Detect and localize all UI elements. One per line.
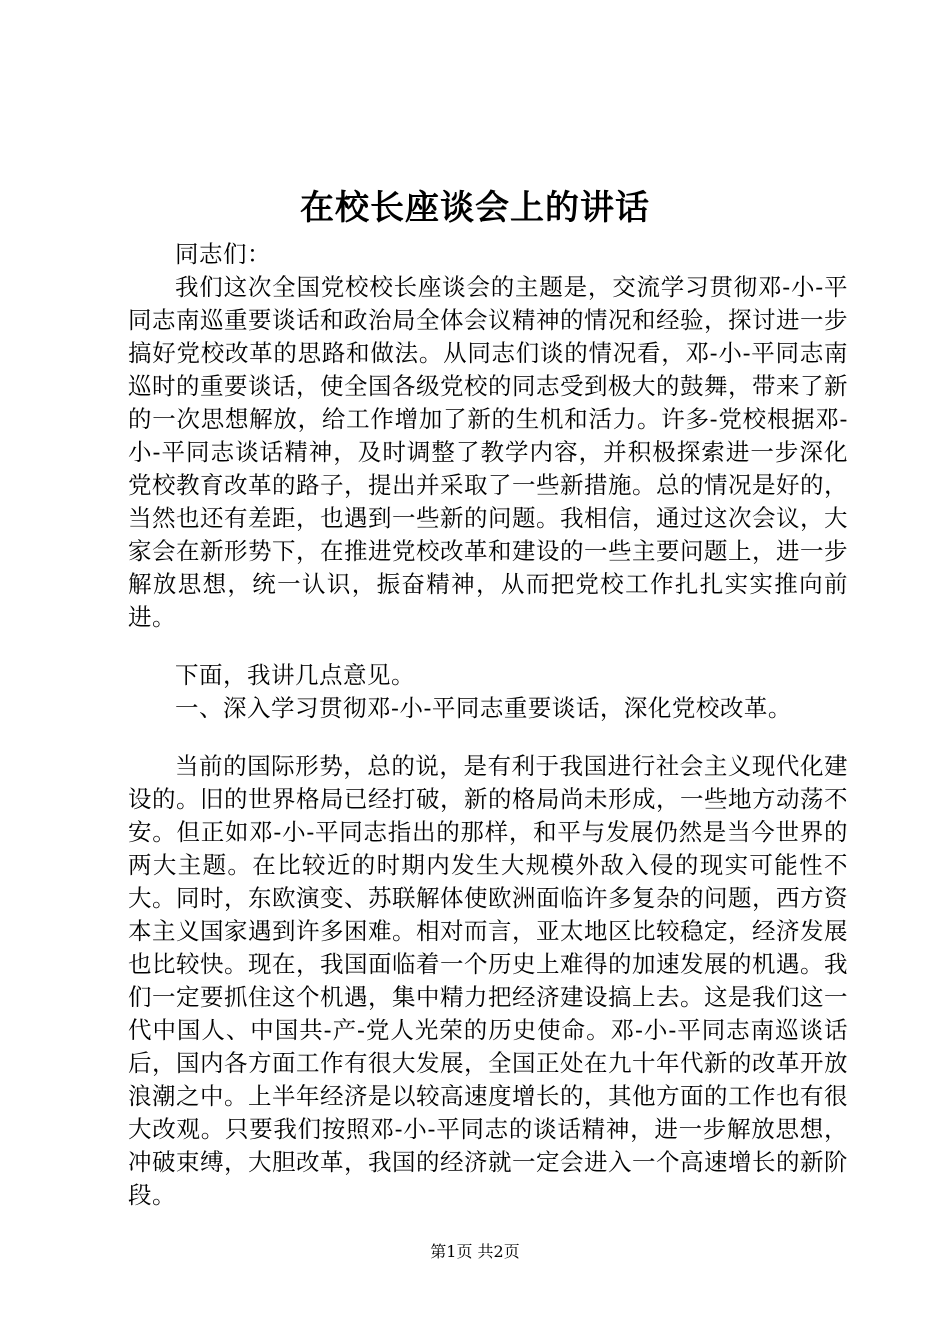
page-number-footer: 第1页 共2页 <box>430 1242 520 1261</box>
paragraph-spacer <box>128 725 848 750</box>
section-heading-one: 一、深入学习贯彻邓-小-平同志重要谈话，深化党校改革。 <box>175 694 792 722</box>
document-title: 在校长座谈会上的讲话 <box>300 188 650 228</box>
paragraph-intro: 我们这次全国党校校长座谈会的主题是，交流学习贯彻邓-小-平同志南巡重要谈话和政治局全体会议精神的情况和经验，探讨进一步搞好党校改革的思路和做法。从同志们谈的情况看，邓-小-平同志南巡时的重要谈话，使全国各级党校的同志受到极大的鼓舞，带来了新的一次思想解放，给工作增加了新的生机和活力。许多-党校根据邓-小-平同志谈话精神，及时调整了教学内容，并积极探索进一步深化党校教育改革的路子，提出并采取了一些新措施。总的情况是好的，当然也还有差距，也遇到一些新的问题。我相信，通过这次会议，大家会在新形势下，在推进党校改革和建设的一些主要问题上，进一步解放思想，统一认识，振奋精神，从而把党校工作扎扎实实推向前进。 <box>128 273 848 631</box>
paragraph-spacer <box>128 634 848 659</box>
paragraph-international-situation: 当前的国际形势，总的说，是有利于我国进行社会主义现代化建设的。旧的世界格局已经打破，新的格局尚未形成，一些地方动荡不安。但正如邓-小-平同志指出的那样，和平与发展仍然是当今世界的两大主题。在比较近的时期内发生大规模外敌入侵的现实可能性不大。同时，东欧演变、苏联解体使欧洲面临许多复杂的问题，西方资本主义国家遇到许多困难。相对而言，亚太地区比较稳定，经济发展也比较快。现在，我国面临着一个历史上难得的加速发展的机遇。我们一定要抓住这个机遇，集中精力把经济建设搞上去。这是我们这一代中国人、中国共-产-党人光荣的历史使命。邓-小-平同志南巡谈话后，国内各方面工作有很大发展，全国正处在九十年代新的改革开放浪潮之中。上半年经济是以较高速度增长的，其他方面的工作也有很大改观。只要我们按照邓-小-平同志的谈话精神，进一步解放思想，冲破束缚，大胆改革，我国的经济就一定会进入一个高速增长的新阶段。 <box>128 752 848 1209</box>
paragraph-opinions: 下面，我讲几点意见。 <box>175 661 415 689</box>
greeting: 同志们： <box>175 240 271 268</box>
document-body <box>128 238 848 1212</box>
